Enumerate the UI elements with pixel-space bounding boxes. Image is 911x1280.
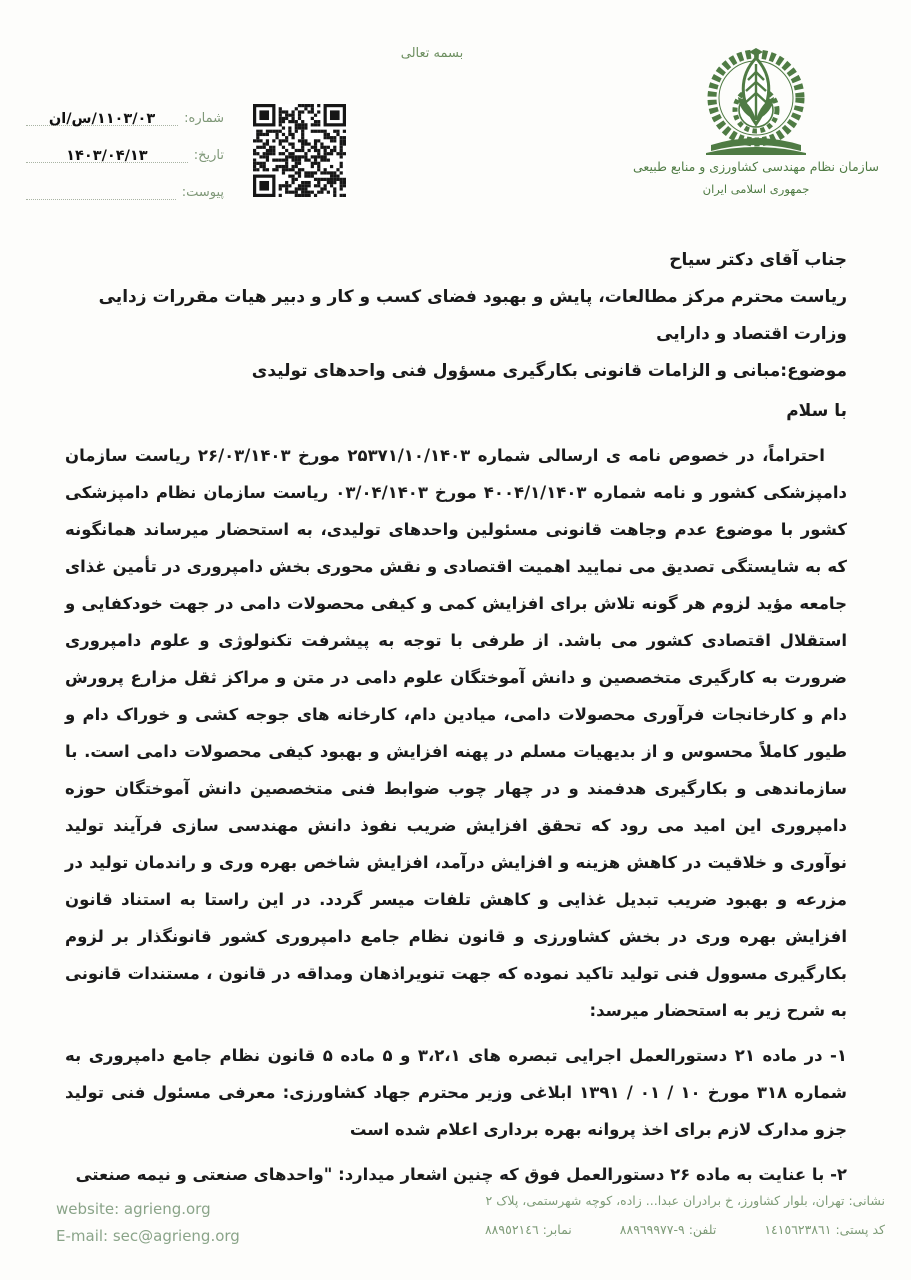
fax-label: نمابر: [542,1222,572,1237]
field-attachment [26,170,224,200]
date-label: تاریخ: [193,148,224,163]
email-text: E-mail: sec@agrieng.org [56,1227,240,1245]
org-country: جمهوری اسلامی ایران [702,182,810,196]
contact-row [485,1222,885,1237]
subject-line: موضوع:مبانی و الزامات قانونی بکارگیری مسؤول فنی واحدهای تولیدی [251,361,847,381]
attachment-label: پیوست: [181,185,224,200]
body-paragraph: احتراماً، در خصوص نامه ی ارسالی شماره ۲۵۳۷۱/۱۰/۱۴۰۳ مورخ ۲۶/۰۳/۱۴۰۳ ریاست سازمان دامپزشکی کشور و نامه شماره ۴۰۰۴/۱/۱۴۰۳ مورخ ۰۳/۰۴/۱۴۰۳ ریاست سازمان نظام دامپزشکی کشور با موضوع عدم وجاهت قانونی مسئولین واحدهای تولیدی، به استحضار میرساند همانگونه که به شایستگی تصدیق می نمایید اهمیت اقتصادی و نقش محوری بخش دامپروری در تأمین غذای جامعه مؤید لزوم هر گونه تلاش برای افزایش کمی و کیفی محصولات دامی در جهت خودکفایی و استقلال اقتصادی کشور می باشد. از طرفی با توجه به پیشرفت تکنولوژی و علوم دامپروری ضرورت به کارگیری متخصصین و دانش آموختگان علوم دامی در متن و مراکز ثقل مزارع پرورش دام و کارخانجات فرآوری محصولات دامی، میادین دام، کارخانه های جوجه کشی و خوراک دام و طیور کاملاً محسوس و از بدیهیات مسلم در پهنه افزایش و بهبود کیفی محصولات دامی است. با سازماندهی و بکارگیری هدفمند و در چهار چوب ضوابط فنی متخصصین دانش آموختگان حوزه دامپروری این امید می رود که تحقق افزایش ضریب نفوذ دانش مهندسی سازی فرآیند تولید نوآوری و خلاقیت در کاهش هزینه و افزایش درآمد، افزایش شاخص بهره وری و راندمان تولید در مزرعه و بهبود ضریب تبدیل غذایی و کاهش تلفات میسر گردد. در این راستا به استناد قانون افزایش بهره وری در بخش کشاورزی و قانون نظام جامع دامپروری کشور قانونگذار بر لزوم بکارگیری مسوول فنی تولید تاکید نموده که جهت تنویراذهان ومداقه در قانون ، مستندات قانونی به شرح زیر به استحضار میرسد: [65,446,847,1020]
phone [620,1222,717,1237]
addressee: جناب آقای دکتر سیاح [669,250,847,270]
postal-value: ١٤١٥٦٢٣٨٦١ [764,1222,832,1237]
org-name: سازمان نظام مهندسی کشاورزی و منابع طبیعی [633,159,879,174]
qr-code [253,104,346,197]
org-logo-icon [632,48,880,156]
attachment-line [26,181,176,200]
field-date [26,133,224,163]
postal-label: کد پستی: [835,1222,885,1237]
number-value: ۱۱۰۳/۰۳/س/ان [48,111,156,127]
salutation: با سلام [786,401,847,421]
fax-value: ٨٨٩٥٢١٤٦ [484,1222,539,1237]
reference-fields [26,96,224,207]
date-value: ۱۴۰۳/۰۴/۱۳ [66,148,148,164]
body-item-2: ۲- با عنایت به ماده ۲۶ دستورالعمل فوق که چنین اشعار میدارد: "واحدهای صنعتی و نیمه صنعتی [75,1165,847,1184]
field-number [26,96,224,126]
postal-code [764,1222,885,1237]
footer-web-contacts [56,1196,240,1250]
recipient-block [65,242,847,390]
address-line: نشانی: تهران، بلوار کشاورز، خ برادران عبدا... زاده، کوچه شهرستمی، پلاک ٢ [485,1193,885,1208]
phone-label: تلفن: [688,1222,717,1237]
website-text: website: agrieng.org [56,1200,211,1218]
bismillah-text: بسمه تعالی [400,46,464,61]
letter-body [65,437,847,1193]
body-item-1: ۱- در ماده ۲۱ دستورالعمل اجرایی تبصره های ۳،۲،۱ و ۵ ماده ۵ قانون نظام جامع دامپروری به شماره ۳۱۸ مورخ ۱۰ / ۰۱ / ۱۳۹۱ ابلاغی وزیر محترم جهاد کشاورزی: معرفی مسئول فنی تولید جزو مدارک لازم برای اخذ پروانه بهره برداری اعلام شده است [65,1046,848,1139]
org-letterhead [632,48,880,196]
number-label: شماره: [184,111,224,126]
fax [485,1222,572,1237]
number-line [26,107,178,126]
addressee-title: ریاست محترم مرکز مطالعات، پایش و بهبود فضای کسب و کار و دبیر هیات مقررات زدایی وزارت اقتصاد و دارایی [98,287,847,344]
date-line [26,144,188,163]
footer-address-block [485,1193,885,1237]
phone-value: ٨٨٩٦٩٩٧٧-٩ [619,1222,685,1237]
